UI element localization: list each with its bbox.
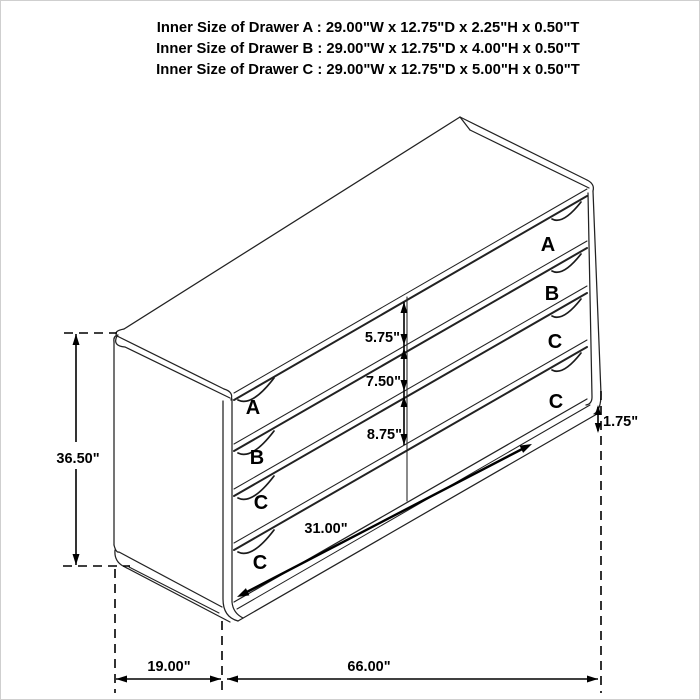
base-height-label: 1.75" [603, 414, 639, 430]
stile-inner [232, 399, 243, 618]
right-inner-edge [586, 193, 592, 405]
label-right-c1: C [547, 331, 563, 353]
row-ab-upper [234, 241, 587, 444]
overall-width-label: 66.00" [347, 659, 391, 675]
drawer-c-front-label: 8.75" [366, 427, 402, 443]
stile-outer [223, 401, 238, 621]
title-block [156, 20, 580, 78]
arrow-left-icon [227, 676, 238, 683]
left-rail-inner [116, 336, 230, 398]
scoop-right-a-icon [552, 202, 581, 220]
drawer-a-front-label: 5.75" [364, 330, 400, 346]
drawer-a-size-text: Inner Size of Drawer A : 29.00"W x 12.75"D x 2.25"H x 0.50"T [156, 20, 580, 36]
left-rail-end-cap [224, 389, 232, 400]
scoop-right-b-icon [552, 254, 581, 272]
plinth-front-lip [237, 405, 590, 609]
right-rail-inner [470, 130, 589, 188]
row-bc-lower [234, 293, 587, 496]
face-top-upper [234, 189, 587, 393]
arrow-diagonal-icon [237, 588, 249, 597]
arrow-right-icon [587, 676, 598, 683]
dimension-depth-width [115, 569, 598, 693]
right-rail-outer [460, 117, 587, 180]
scoop-left-c2-icon [238, 530, 274, 553]
right-outer-edge [593, 191, 601, 414]
arrow-down-icon [73, 554, 80, 565]
label-left-c2: C [252, 552, 268, 574]
label-left-c1: C [253, 492, 269, 514]
label-right-b: B [544, 283, 560, 305]
label-right-c2: C [548, 391, 564, 413]
dimension-base-height [595, 391, 638, 693]
label-right-a: A [540, 234, 556, 256]
drawer-c-size-text: Inner Size of Drawer C : 29.00"W x 12.75"D x 5.00"H x 0.50"T [156, 62, 580, 78]
left-panel-bottom [114, 545, 222, 607]
label-left-b: B [249, 447, 265, 469]
drawer-b-size-text: Inner Size of Drawer B : 29.00"W x 12.75"D x 4.00"H x 0.50"T [156, 41, 580, 57]
left-plinth-bottom [115, 550, 230, 622]
top-back-edge [124, 117, 460, 329]
arrow-left-icon [116, 676, 127, 683]
overall-depth-label: 19.00" [147, 659, 191, 675]
overall-height-label: 36.50" [56, 451, 100, 467]
drawer-opening-width-label: 31.00" [304, 521, 348, 537]
right-rail-end-cap [587, 180, 593, 191]
row-ab-lower [234, 248, 587, 451]
dimension-overall-height [51, 333, 130, 566]
label-left-a: A [245, 397, 261, 419]
arrow-diagonal-icon [520, 444, 532, 453]
left-plinth-lip [129, 567, 219, 613]
arrow-down-icon [401, 334, 408, 345]
drawer-b-front-label: 7.50" [365, 374, 401, 390]
row-bc-upper [234, 286, 587, 489]
dimension-drawer-opening [237, 444, 532, 597]
diagram-svg [1, 1, 699, 699]
dresser-drawing [114, 117, 601, 622]
row-cc-lower [234, 347, 587, 550]
scoop-right-c2-icon [552, 353, 581, 371]
arrow-up-icon [73, 334, 80, 345]
dimension-drawer-fronts [365, 302, 408, 445]
arrow-right-icon [210, 676, 221, 683]
left-rail-outer [117, 336, 224, 389]
